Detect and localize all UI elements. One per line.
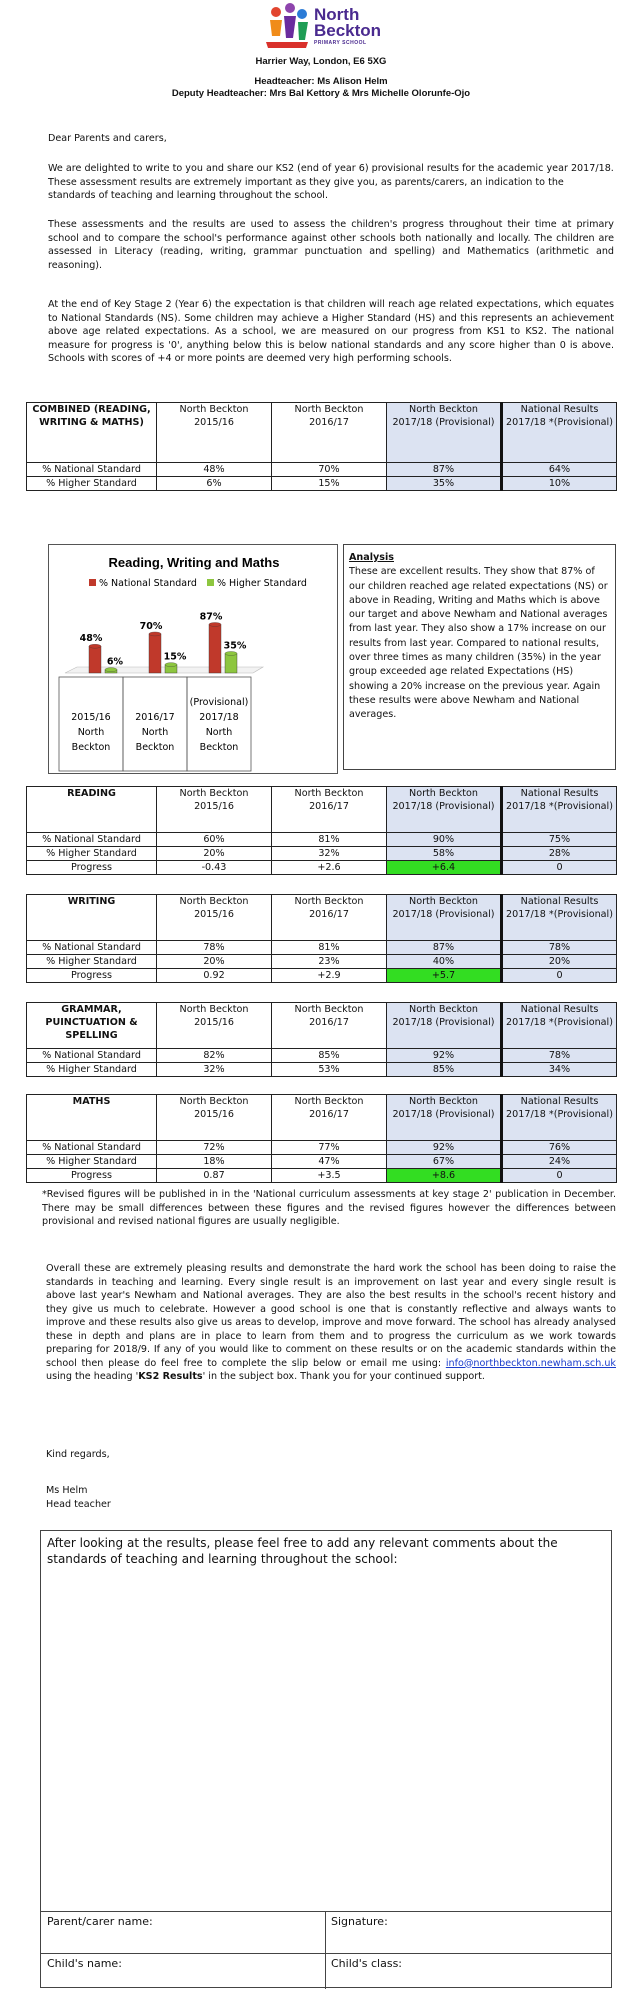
cell: 85% (387, 1063, 502, 1077)
row-label: % National Standard (27, 833, 157, 847)
chart-bar-top (89, 644, 101, 648)
cell: +5.7 (387, 969, 502, 983)
closing-text-mid: using the heading ' (46, 1371, 139, 1382)
data-label: 15% (163, 651, 187, 663)
col-header: National Results 2017/18 *(Provisional) (502, 1095, 617, 1141)
cell: 76% (502, 1141, 617, 1155)
cell: -0.43 (157, 861, 272, 875)
table-title: GRAMMAR, PUINCTUATION & SPELLING (27, 1003, 157, 1049)
cell: 90% (387, 833, 502, 847)
analysis-text: These are excellent results. They show that 87% of our children reached age related expectations (NS) or above in Reading, Writing and Maths which is above our target and above Newham and National averages from last year. They also show a 17% increase on our results from last year. Compared to national results, over three times as many children (35%) in the year group exceeded age related Expectations (HS) showing a 20% increase on the previous year. Again these results were above Newham and National averages. (349, 566, 608, 721)
col-header: North Beckton 2016/17 (272, 787, 387, 833)
table-row (27, 1049, 617, 1063)
table-title: READING (27, 787, 157, 833)
legend-swatch (89, 579, 96, 586)
cell: 81% (272, 941, 387, 955)
cell: 47% (272, 1155, 387, 1169)
legend-swatch (207, 579, 214, 586)
analysis-box (343, 544, 616, 770)
chart-bar (225, 653, 237, 673)
signatory-role: Head teacher (46, 1499, 111, 1510)
paragraph-2: These assessments and the results are used to assess the children's progress throughout their time at primary school and to compare the school's performance against other schools both nationally and locally. The children are assessed in Literacy (reading, writing, grammar punctuation and spelling) and Mathematics (arithmetic and reasoning). (48, 219, 614, 271)
category-label: 2015/16 (71, 712, 111, 723)
paragraph-3: At the end of Key Stage 2 (Year 6) the expectation is that children will reach age related expectations, which equates to National Standards (NS). Some children may achieve a Higher Standard (HS) and this represents an achievement above age related expectations. As a school, we are measured on our progress from KS1 to KS2. The national measure for progress is '0', anything below this is below national standards and any score higher than 0 is above. Schools with scores of +4 or more points are deemed very high performing schools. (48, 299, 614, 364)
cell: 20% (502, 955, 617, 969)
maths-table (26, 1094, 617, 1183)
category-label: 2017/18 (199, 712, 239, 723)
cell: 28% (502, 847, 617, 861)
cell: 15% (272, 477, 387, 491)
cell: 53% (272, 1063, 387, 1077)
table-row (27, 847, 617, 861)
cell: 32% (157, 1063, 272, 1077)
row-label: Progress (27, 1169, 157, 1183)
cell: 70% (272, 463, 387, 477)
table-title: COMBINED (READING, WRITING & MATHS) (27, 403, 157, 463)
category-label: (Provisional) (189, 697, 249, 708)
category-cell (187, 677, 251, 771)
paragraph-1: We are delighted to write to you and share our KS2 (end of year 6) provisional results for the academic year 2017/18. These assessment results are extremely important as they give you, as parents/carers, an indication to the standards of teaching and learning throughout the school. (48, 163, 614, 201)
cell: 92% (387, 1141, 502, 1155)
logo-figures-icon (262, 2, 312, 52)
col-header: National Results 2017/18 *(Provisional) (502, 895, 617, 941)
col-header: National Results 2017/18 *(Provisional) (502, 1003, 617, 1049)
row-label: % Higher Standard (27, 1155, 157, 1169)
closing-text: Overall these are extremely pleasing results and demonstrate the hard work the school has been doing to raise the standards in teaching and learning. Every single result is an improvement on last year and every single result is above last year's Newham and National averages. They are also the best results in the school's recent history and they give us much to celebrate. However a good school is one that is constantly reflective and always wants to improve and these results also give us areas to develop, improve and move forward. The school has already analysed these in depth and plans are in place to learn from them and to progress the curriculum as we work towards preparing for 2018/9. If any of you would like to comment on these results or on the academic standards within the school then please do feel free to complete the slip below or email me using: (46, 1263, 616, 1369)
category-label: North (205, 727, 233, 738)
table-header-row (27, 895, 617, 941)
cell: 75% (502, 833, 617, 847)
col-header: North Beckton 2016/17 (272, 1095, 387, 1141)
writing-table (26, 894, 617, 983)
cell: 18% (157, 1155, 272, 1169)
table-title: WRITING (27, 895, 157, 941)
table-row (27, 1141, 617, 1155)
cell: 85% (272, 1049, 387, 1063)
category-label: Beckton (199, 742, 239, 753)
data-label: 70% (139, 620, 163, 632)
row-label: Progress (27, 969, 157, 983)
chart-bar-top (165, 663, 177, 667)
col-header: North Beckton 2016/17 (272, 1003, 387, 1049)
col-header: North Beckton 2016/17 (272, 403, 387, 463)
table-row (27, 1063, 617, 1077)
col-header: North Beckton 2015/16 (157, 895, 272, 941)
table-row (27, 463, 617, 477)
row-label: % National Standard (27, 1049, 157, 1063)
col-header: North Beckton 2017/18 (Provisional) (387, 403, 502, 463)
data-label: 35% (223, 640, 247, 652)
row-label: Progress (27, 861, 157, 875)
closing-text-end: ' in the subject box. Thank you for your continued support. (202, 1371, 485, 1382)
chart-title: Reading, Writing and Maths (108, 555, 280, 570)
cell: 60% (157, 833, 272, 847)
chart-bar-top (225, 651, 237, 655)
cell: 35% (387, 477, 502, 491)
cell: 58% (387, 847, 502, 861)
table-header-row (27, 1095, 617, 1141)
data-label: 87% (199, 611, 223, 623)
headteacher-line: Headteacher: Ms Alison Helm (254, 76, 388, 87)
category-label: 2016/17 (135, 712, 175, 723)
cell: 20% (157, 847, 272, 861)
cell: +8.6 (387, 1169, 502, 1183)
legend-label: % National Standard (99, 578, 197, 589)
table-row (27, 477, 617, 491)
cell: 23% (272, 955, 387, 969)
row-label: % National Standard (27, 463, 157, 477)
table-header-row (27, 403, 617, 463)
greeting: Dear Parents and carers, (48, 133, 167, 144)
cell: +2.6 (272, 861, 387, 875)
col-header: North Beckton 2017/18 (Provisional) (387, 1003, 502, 1049)
school-address: Harrier Way, London, E6 5XG (255, 56, 387, 67)
cell: +6.4 (387, 861, 502, 875)
legend-label: % Higher Standard (217, 578, 307, 589)
col-header: North Beckton 2015/16 (157, 403, 272, 463)
row-label: % National Standard (27, 941, 157, 955)
cell: 6% (157, 477, 272, 491)
reply-slip (40, 1530, 612, 1988)
email-link[interactable]: info@northbeckton.newham.sch.uk (445, 1357, 616, 1369)
col-header: North Beckton 2015/16 (157, 1095, 272, 1141)
cell: 82% (157, 1049, 272, 1063)
school-logo (262, 2, 382, 52)
cell: 67% (387, 1155, 502, 1169)
table-row (27, 941, 617, 955)
gps-table (26, 1002, 617, 1077)
chart-bar (209, 624, 221, 673)
cell: 77% (272, 1141, 387, 1155)
signatory-name: Ms Helm (46, 1485, 88, 1496)
row-label: % National Standard (27, 1141, 157, 1155)
reading-table (26, 786, 617, 875)
cell: 72% (157, 1141, 272, 1155)
category-cell (123, 677, 187, 771)
cell: 64% (502, 463, 617, 477)
table-row (27, 833, 617, 847)
cell: 78% (502, 941, 617, 955)
slip-divider-h2 (41, 1953, 611, 1954)
chart-bar-top (105, 668, 117, 672)
cell: 78% (502, 1049, 617, 1063)
category-cell (59, 677, 123, 771)
row-label: % Higher Standard (27, 477, 157, 491)
row-label: % Higher Standard (27, 955, 157, 969)
cell: 87% (387, 941, 502, 955)
table-row (27, 861, 617, 875)
footnote: *Revised figures will be published in in the 'National curriculum assessments at key stage 2' publication in December. There may be small differences between these figures and the revised figures however the differences between provisional and revised national figures are usually negligible. (42, 1189, 616, 1227)
category-label: North (77, 727, 105, 738)
cell: 34% (502, 1063, 617, 1077)
cell: 0 (502, 861, 617, 875)
col-header: North Beckton 2015/16 (157, 787, 272, 833)
category-label: Beckton (135, 742, 175, 753)
cell: 10% (502, 477, 617, 491)
slip-prompt: After looking at the results, please feel free to add any relevant comments about the standards of teaching and learning throughout the school: (47, 1536, 558, 1566)
cell: 20% (157, 955, 272, 969)
cell: 92% (387, 1049, 502, 1063)
child-name-label: Child's name: (47, 1957, 122, 1970)
slip-divider-v (325, 1911, 326, 1989)
col-header: National Results 2017/18 *(Provisional) (502, 787, 617, 833)
cell: 48% (157, 463, 272, 477)
combined-results-table (26, 402, 617, 491)
chart-bar-top (149, 632, 161, 636)
school-name-sub: PRIMARY SCHOOL (314, 40, 367, 46)
deputy-line: Deputy Headteacher: Mrs Bal Kettory & Mrs Michelle Olorunfe-Ojo (171, 88, 471, 99)
cell: 87% (387, 463, 502, 477)
cell: 0 (502, 1169, 617, 1183)
chart-bar-top (209, 622, 221, 626)
category-label: Beckton (71, 742, 111, 753)
col-header: North Beckton 2015/16 (157, 1003, 272, 1049)
chart-svg (49, 545, 339, 775)
col-header: North Beckton 2017/18 (Provisional) (387, 787, 502, 833)
chart-bar (149, 634, 161, 673)
row-label: % Higher Standard (27, 1063, 157, 1077)
cell: 24% (502, 1155, 617, 1169)
data-label: 6% (106, 656, 124, 668)
cell: 0.87 (157, 1169, 272, 1183)
regards: Kind regards, (46, 1449, 110, 1460)
col-header: North Beckton 2016/17 (272, 895, 387, 941)
cell: 0.92 (157, 969, 272, 983)
table-row (27, 955, 617, 969)
closing-paragraph (46, 1262, 616, 1384)
cell: 78% (157, 941, 272, 955)
analysis-title: Analysis (349, 552, 394, 563)
col-header: North Beckton 2017/18 (Provisional) (387, 1095, 502, 1141)
results-chart (48, 544, 338, 774)
data-label: 48% (79, 633, 103, 645)
signature-label: Signature: (331, 1915, 388, 1928)
cell: +3.5 (272, 1169, 387, 1183)
category-label: North (141, 727, 169, 738)
table-header-row (27, 1003, 617, 1049)
school-name-line1: North (314, 5, 360, 24)
cell: +2.9 (272, 969, 387, 983)
table-title: MATHS (27, 1095, 157, 1141)
col-header: National Results 2017/18 *(Provisional) (502, 403, 617, 463)
cell: 40% (387, 955, 502, 969)
table-header-row (27, 787, 617, 833)
subject-heading: KS2 Results (138, 1371, 203, 1382)
school-name-line2: Beckton (314, 21, 382, 40)
table-row (27, 969, 617, 983)
child-class-label: Child's class: (331, 1957, 403, 1970)
parent-name-label: Parent/carer name: (47, 1915, 153, 1928)
cell: 0 (502, 969, 617, 983)
cell: 32% (272, 847, 387, 861)
cell: 81% (272, 833, 387, 847)
row-label: % Higher Standard (27, 847, 157, 861)
table-row (27, 1155, 617, 1169)
comments-field[interactable] (45, 1571, 607, 1909)
table-row (27, 1169, 617, 1183)
slip-divider-h1 (41, 1911, 611, 1912)
chart-bar (89, 646, 101, 673)
col-header: North Beckton 2017/18 (Provisional) (387, 895, 502, 941)
